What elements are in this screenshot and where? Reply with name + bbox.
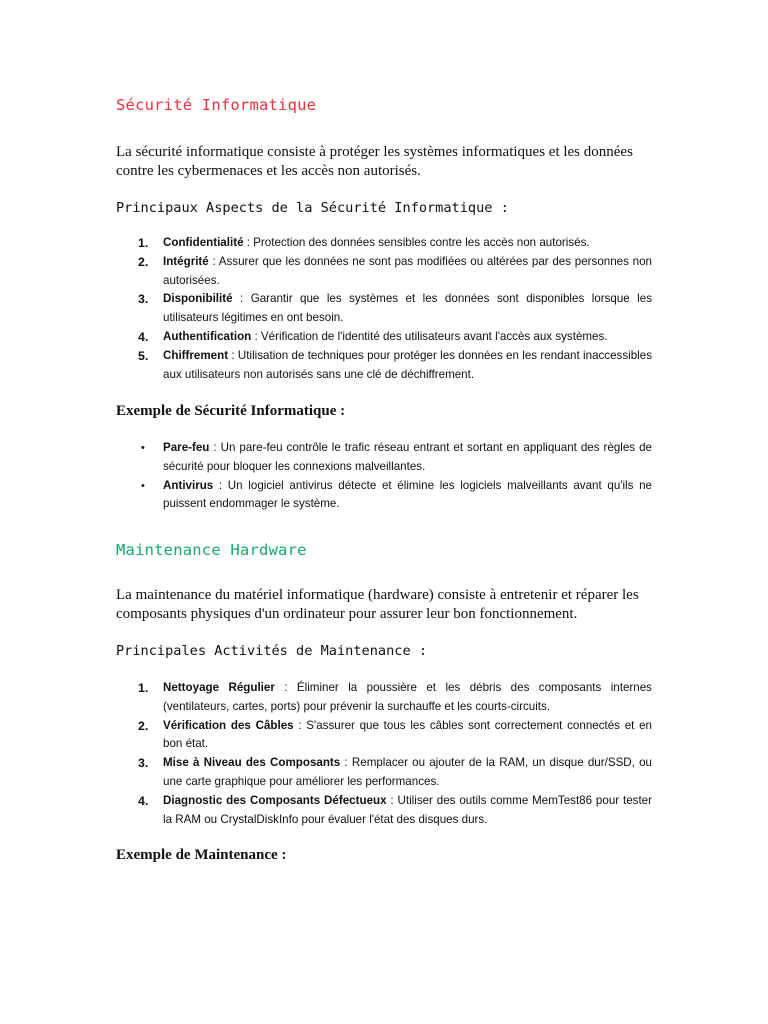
list-number: 5. (138, 348, 149, 363)
list-item (116, 679, 652, 717)
list-term: Intégrité (163, 254, 209, 268)
list-term: Vérification des Câbles (163, 718, 294, 732)
list-term: Confidentialité (163, 236, 244, 249)
list-item (116, 754, 652, 792)
list-item (116, 717, 652, 755)
list-description: : Protection des données sensibles contre les accès non autorisés. (243, 236, 590, 249)
aspects-heading: Principaux Aspects de la Sécurité Informatique : (116, 200, 509, 216)
list-item (116, 328, 652, 347)
list-description: : Éliminer la poussière et les débris des composants internes (ventilateurs, cartes, ports) pour prévenir la surchauffe et les courts-circuits. (163, 681, 652, 713)
list-description: : Utiliser des outils comme MemTest86 pour tester la RAM ou CrystalDiskInfo pour évaluer l'état des disques durs. (163, 793, 652, 826)
list-description: : Utilisation de techniques pour protéger les données en les rendant inaccessibles aux utilisateurs non autorisés sans une clé de déchiffrement. (163, 348, 652, 381)
activities-heading: Principales Activités de Maintenance : (116, 643, 427, 659)
list-number: 4. (138, 793, 149, 808)
list-term: Authentification (163, 329, 252, 343)
list-term: Diagnostic des Composants Défectueux (163, 793, 387, 807)
list-item (116, 439, 652, 477)
list-number: 2. (138, 718, 149, 733)
list-number: 1. (138, 236, 149, 250)
list-number: 2. (138, 254, 149, 269)
aspects-list (116, 234, 652, 384)
list-description: : Garantir que les systèmes et les données sont disponibles lorsque les utilisateurs légitimes en ont besoin. (163, 292, 652, 325)
section-title-securite: Sécurité Informatique (116, 96, 317, 114)
list-term: Pare-feu (163, 441, 210, 454)
list-number: 4. (138, 329, 149, 344)
list-description: : Un logiciel antivirus détecte et élimine les logiciels malveillants avant qu'ils ne puissent endommager le système. (163, 478, 652, 511)
intro-paragraph-maintenance: La maintenance du matériel informatique (hardware) consiste à entretenir et réparer les composants physiques d'un ordinateur pour assurer leur bon fonctionnement. (116, 587, 639, 622)
activities-list (116, 679, 652, 829)
list-number: 3. (138, 756, 149, 771)
list-description: : S'assurer que tous les câbles sont correctement connectés et en bon état. (163, 718, 652, 751)
example-heading-maintenance: Exemple de Maintenance : (116, 847, 287, 863)
list-item (116, 234, 652, 253)
list-term: Mise à Niveau des Composants (163, 756, 341, 770)
list-description: : Vérification de l'identité des utilisateurs avant l'accès aux systèmes. (251, 329, 608, 343)
list-item (116, 290, 652, 328)
list-description: : Un pare-feu contrôle le trafic réseau entrant et sortant en appliquant des règles de sécurité pour bloquer les connexions malveillantes. (163, 441, 652, 473)
section-title-maintenance: Maintenance Hardware (116, 541, 307, 559)
bullet-icon: • (141, 442, 145, 454)
example-heading-securite: Exemple de Sécurité Informatique : (116, 403, 346, 419)
list-item (116, 347, 652, 385)
list-term: Chiffrement (163, 348, 229, 362)
list-description: : Remplacer ou ajouter de la RAM, un disque dur/SSD, ou une carte graphique pour améliorer les performances. (163, 756, 652, 788)
list-term: Nettoyage Régulier (163, 681, 275, 694)
list-description: : Assurer que les données ne sont pas modifiées ou altérées par des personnes non autorisées. (163, 254, 652, 287)
list-number: 3. (138, 292, 149, 307)
list-item (116, 253, 652, 291)
list-number: 1. (138, 681, 149, 695)
intro-paragraph-securite: La sécurité informatique consiste à protéger les systèmes informatiques et les données contre les cybermenaces et les accès non autorisés. (116, 144, 633, 179)
list-term: Disponibilité (163, 292, 233, 306)
list-item (116, 792, 652, 830)
list-term: Antivirus (163, 478, 214, 492)
bullet-icon: • (141, 479, 145, 492)
examples-list (116, 439, 652, 514)
list-item (116, 477, 652, 515)
